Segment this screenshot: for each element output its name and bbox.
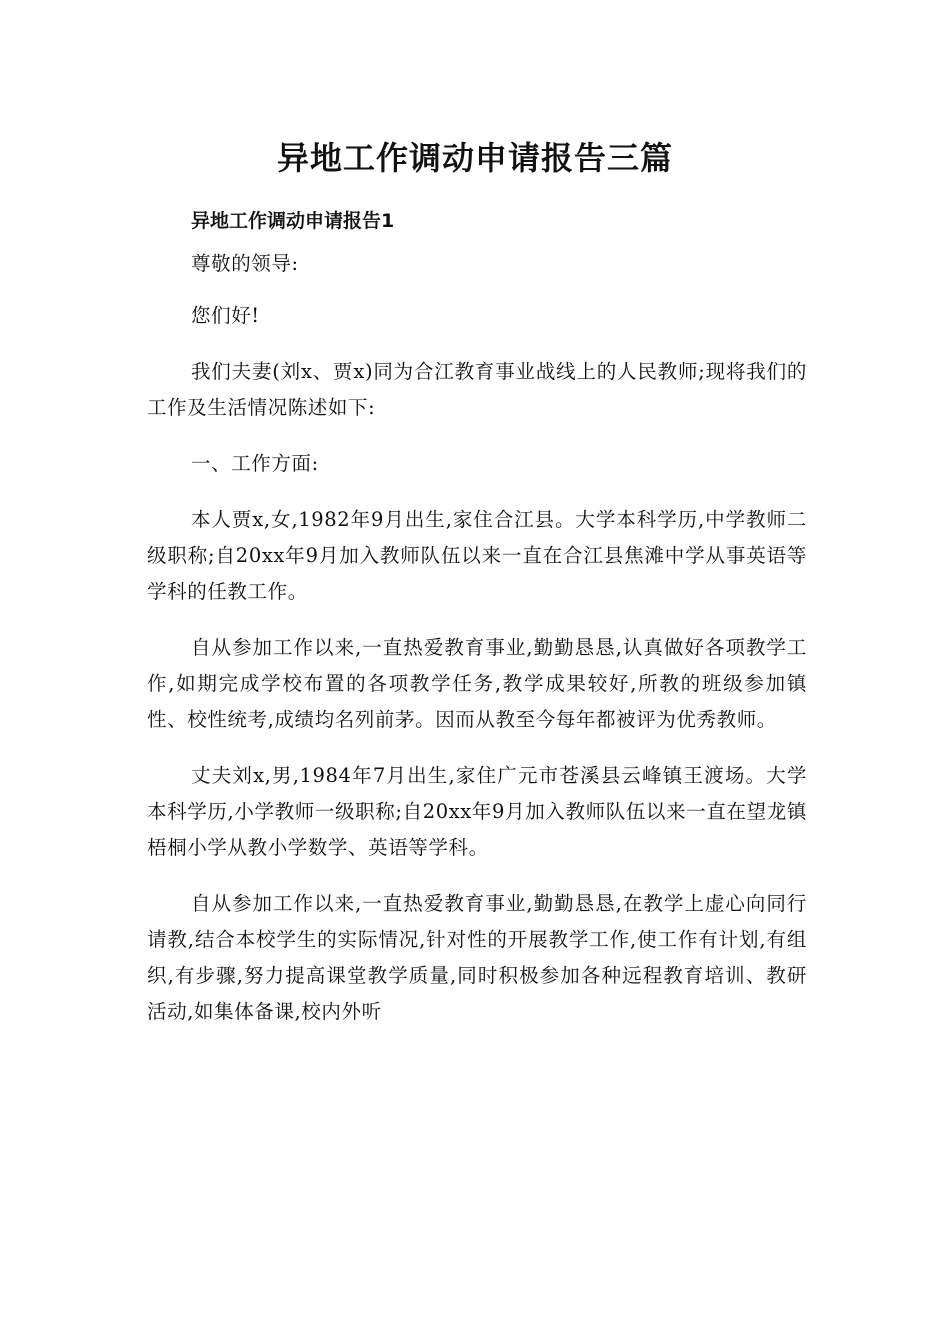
paragraph-self-work: 自从参加工作以来,一直热爱教育事业,勤勤恳恳,认真做好各项教学工作,如期完成学校布置的各项教学任务,教学成果较好,所教的班级参加镇性、校性统考,成绩均名列前茅。因而从教至今每年都被评为优秀教师。 <box>147 636 807 731</box>
paragraph-self-info: 本人贾x,女,1982年9月出生,家住合江县。大学本科学历,中学教师二级职称;自20xx年9月加入教师队伍以来一直在合江县焦滩中学从事英语等学科的任教工作。 <box>147 508 807 603</box>
greeting: 您们好! <box>191 304 260 327</box>
paragraph-husband-work: 自从参加工作以来,一直热爱教育事业,勤勤恳恳,在教学上虚心向同行请教,结合本校学生的实际情况,针对性的开展教学工作,使工作有计划,有组织,有步骤,努力提高课堂教学质量,同时积极参加各种远程教育培训、教研活动,如集体备课,校内外听 <box>147 892 807 1023</box>
paragraph-work-heading: 一、工作方面: <box>191 452 319 475</box>
section-heading: 异地工作调动申请报告1 <box>191 210 395 232</box>
paragraph-husband-info: 丈夫刘x,男,1984年7月出生,家住广元市苍溪县云峰镇王渡场。大学本科学历,小学教师一级职称;自20xx年9月加入教师队伍以来一直在望龙镇梧桐小学从教小学数学、英语等学科。 <box>147 764 807 859</box>
salutation: 尊敬的领导: <box>191 252 299 275</box>
document-title: 异地工作调动申请报告三篇 <box>276 139 673 177</box>
document-body <box>147 204 807 1050</box>
paragraph-intro: 我们夫妻(刘x、贾x)同为合江教育事业战线上的人民教师;现将我们的工作及生活情况陈述如下: <box>147 360 807 419</box>
